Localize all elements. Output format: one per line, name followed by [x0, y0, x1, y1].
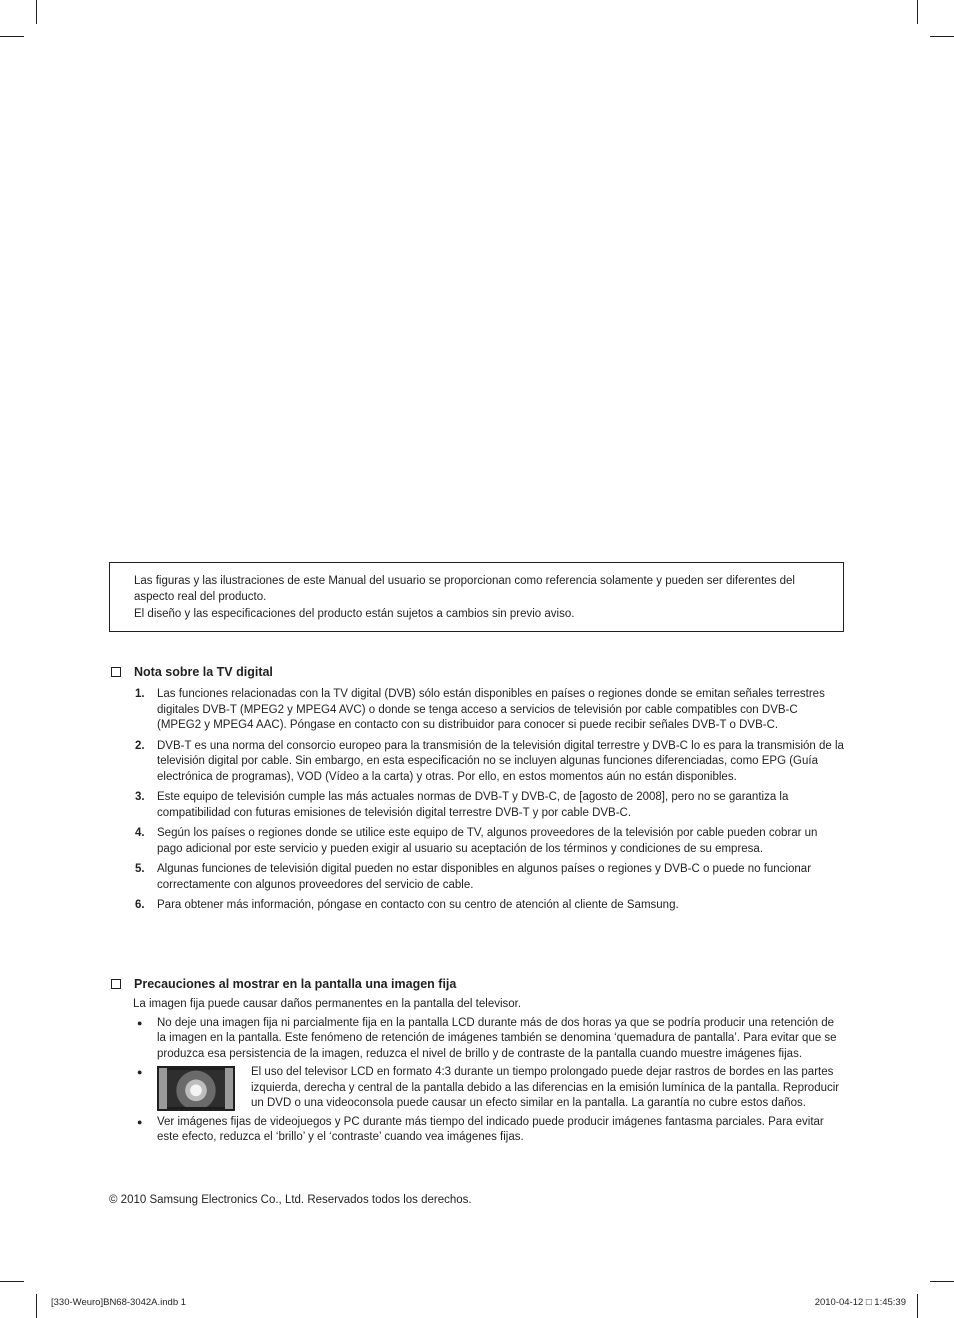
item-text: Algunas funciones de televisión digital pueden no estar disponibles en algunos países o regiones y DVB-C o puede no funcionar correctamente con algunos proveedores del servicio de cable. [157, 863, 812, 891]
item-text: El uso del televisor LCD en formato 4:3 durante un tiempo prolongado puede dejar rastros de bordes en las partes izquierda, derecha y central de la pantalla debido a las diferencias en la emisión lumínica de la pantalla. Reproducir un DVD o una videoconsola puede causar un efecto similar en la pantalla. La garantía no cubre estos daños. [251, 1066, 840, 1109]
footer-file-info: [330-Weuro]BN68-3042A.indb 1 [51, 1297, 187, 1308]
section-heading [109, 663, 844, 681]
item-text: Las funciones relacionadas con la TV digital (DVB) sólo están disponibles en países o regiones donde se emitan señales terrestres digitales DVB-T (MPEG2 y MPEG4 AVC) o donde se tenga acceso a servicios de televisión por cable compatibles con DVB-C (MPEG2 y MPEG4 AAC). Póngase en contacto con su distribuidor para conocer si puede recibir señales DVB-T o DVB-C. [157, 688, 825, 731]
list-item [109, 687, 844, 734]
digital-tv-section [109, 663, 844, 919]
crop-mark [0, 36, 24, 37]
crop-mark [917, 0, 918, 24]
crop-mark [36, 0, 37, 24]
bullet-icon: ● [137, 1067, 143, 1077]
crop-mark [917, 1294, 918, 1318]
list-item [109, 739, 844, 786]
list-item [109, 898, 844, 914]
section-title: Precauciones al mostrar en la pantalla una imagen fija [134, 977, 457, 991]
copyright: © 2010 Samsung Electronics Co., Ltd. Reservados todos los derechos. [109, 1194, 472, 1206]
item-text: Ver imágenes fijas de videojuegos y PC durante más tiempo del indicado puede producir imágenes fantasma parciales. Para evitar este efecto, reduzca el ‘brillo’ y el ‘contraste’ cuando vea imágenes fijas. [157, 1115, 824, 1143]
item-number: 2. [135, 739, 145, 752]
item-text: DVB-T es una norma del consorcio europeo para la transmisión de la televisión digital terrestre y DVB-C lo es para la transmisión de la televisión digital por cable. Sin embargo, en esta especificación no se incluyen algunas funciones diferenciadas, como EPG (Guía electrónica de programas), VOD (Vídeo a la carta) y otras. Por ello, en estos momentos aún no están disponibles. [157, 739, 844, 783]
section-intro: La imagen fija puede causar daños permanentes en la pantalla del televisor. [133, 998, 522, 1010]
section-title: Nota sobre la TV digital [134, 665, 273, 679]
crop-mark [930, 36, 954, 37]
item-number: 5. [135, 863, 145, 875]
section-heading [109, 975, 844, 993]
crop-mark [0, 1281, 24, 1282]
item-number: 1. [135, 688, 145, 700]
bullet-icon: ● [137, 1116, 143, 1127]
checkbox-icon [111, 979, 121, 989]
numbered-list [109, 687, 844, 914]
list-item [109, 826, 844, 857]
notice-line: Las figuras y las ilustraciones de este Manual del usuario se proporcionan como referencia solamente y pueden ser diferentes del aspecto real del producto. [134, 575, 795, 603]
item-number: 3. [135, 791, 145, 803]
list-item [109, 1065, 844, 1112]
checkbox-icon [111, 667, 121, 677]
bullet-icon: ● [137, 1017, 143, 1028]
item-text: Este equipo de televisión cumple las más actuales normas de DVB-T y DVB-C, de [agosto de 2008], pero no se garantiza la compatibilidad con futuras emisiones de televisión digital terrestre DVB-T y por cable DVB-C. [157, 791, 789, 819]
crop-mark [930, 1281, 954, 1282]
tv-screen-image [157, 1066, 235, 1111]
list-item [109, 790, 844, 821]
notice-line: El diseño y las especificaciones del producto están sujetos a cambios sin previo aviso. [134, 608, 575, 620]
item-text: No deje una imagen fija ni parcialmente fija en la pantalla LCD durante más de dos horas ya que se podría producir una retención de la imagen en la pantalla. Este fenómeno de retención de imágenes también se denomina ‘quemadura de pantalla’. Para evitar que se produzca esa persistencia de la imagen, reduzca el nivel de brillo y de contraste de la pantalla cuando muestre imágenes fijas. [157, 1016, 837, 1060]
crop-mark [36, 1294, 37, 1318]
bullet-list [109, 1016, 844, 1146]
still-image-section [109, 975, 844, 1149]
list-item [109, 862, 844, 893]
notice-box [109, 562, 844, 632]
item-number: 6. [135, 899, 145, 911]
item-number: 4. [135, 827, 145, 839]
item-text: Para obtener más información, póngase en contacto con su centro de atención al cliente de Samsung. [157, 899, 679, 911]
list-item [109, 1016, 844, 1063]
footer-timestamp: 2010-04-12 □ 1:45:39 [814, 1297, 906, 1308]
list-item [109, 1115, 844, 1146]
item-text: Según los países o regiones donde se utilice este equipo de TV, algunos proveedores de la televisión por cable pueden cobrar un pago adicional por este servicio y pueden exigir al usuario su aceptación de los términos y condiciones de su empresa. [157, 827, 818, 855]
